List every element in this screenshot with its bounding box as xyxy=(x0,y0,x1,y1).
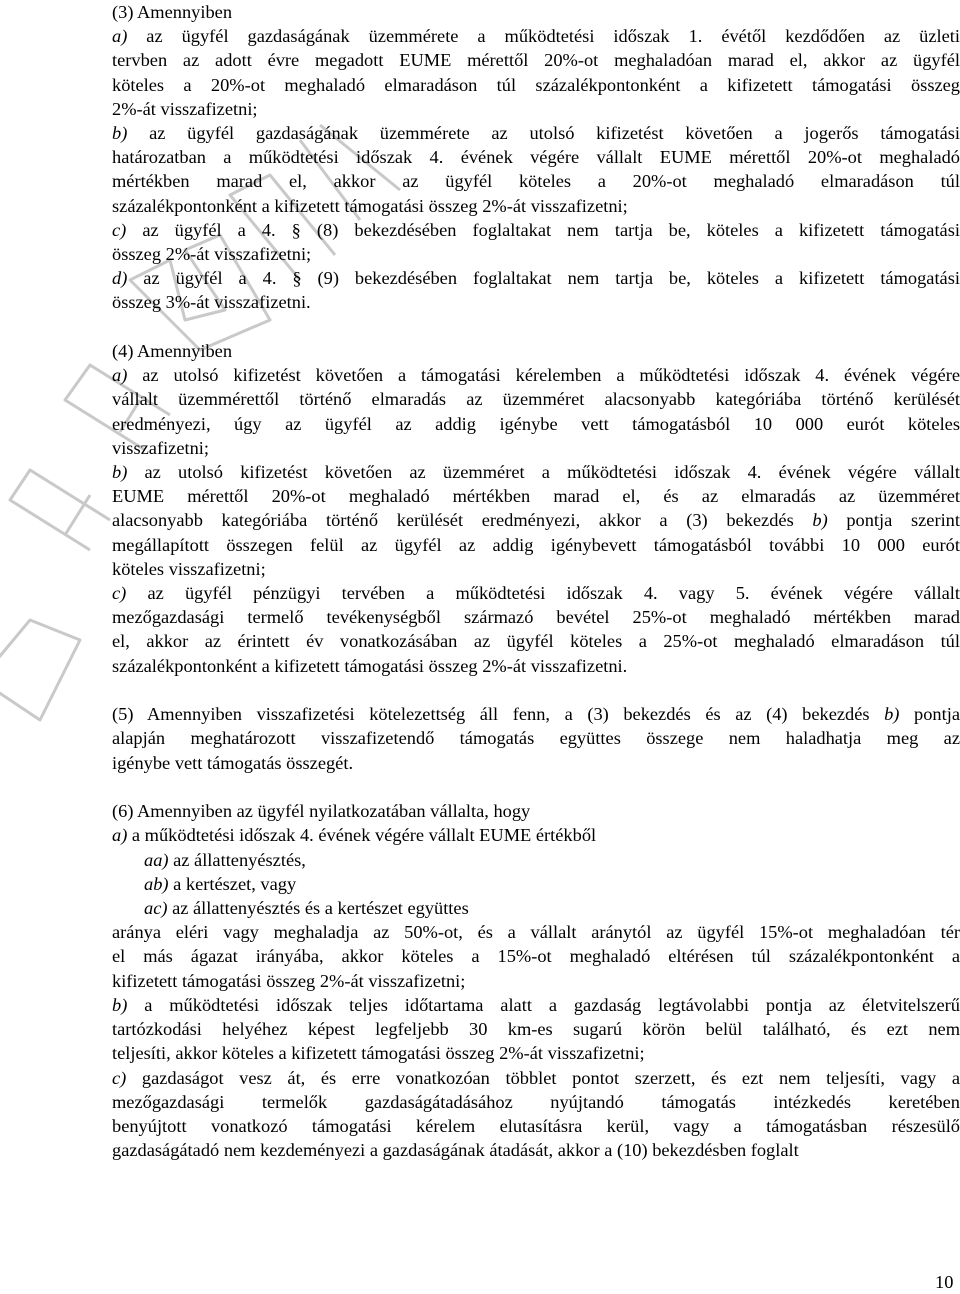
text-line: összeg 2%-át visszafizetni; xyxy=(112,244,312,265)
text-line: benyújtott vonatkozó támogatási kérelem elutasításra kerül, vagy a támogatásban részesülő xyxy=(112,1115,960,1136)
watermark-stroke xyxy=(10,470,110,550)
section xyxy=(112,799,960,1162)
document-body xyxy=(112,0,960,1162)
text-line: c) az ügyfél pénzügyi tervében a működtetési időszak 4. vagy 5. évének végére vállalt xyxy=(112,583,960,604)
paragraph xyxy=(112,1066,960,1163)
paragraph xyxy=(112,581,960,678)
section xyxy=(112,0,960,315)
paragraph xyxy=(112,920,960,993)
section xyxy=(112,702,960,775)
text-line: százalékpontonként a kifizetett támogatási összeg 2%-át visszafizetni; xyxy=(112,195,628,216)
text-line: köteles visszafizetni; xyxy=(112,558,266,579)
text-line: b) az ügyfél gazdaságának üzemmérete az utolsó kifizetést követően a jogerős támogatási xyxy=(112,123,960,144)
section-gap xyxy=(112,678,960,702)
section xyxy=(112,339,960,678)
text-line: kifizetett támogatási összeg 2%-át visszafizetni; xyxy=(112,970,466,991)
text-line: c) gazdaságot vesz át, és erre vonatkozóan többlet pontot szerzett, és ezt nem teljesíti, vagy a xyxy=(112,1067,960,1088)
text-line: összeg 3%-át visszafizetni. xyxy=(112,292,311,313)
paragraph xyxy=(112,702,960,775)
text-line: mezőgazdasági termelő tevékenységből származó bevétel 25%-ot meghaladó mértékben marad xyxy=(112,607,960,628)
text-line: mezőgazdasági termelők gazdaságátadásához nyújtandó támogatás intézkedés keretében xyxy=(112,1091,960,1112)
text-line: (4) Amennyiben xyxy=(112,341,233,362)
paragraph xyxy=(112,460,960,581)
text-line: (6) Amennyiben az ügyfél nyilatkozatában vállalta, hogy xyxy=(112,801,531,822)
text-line: d) az ügyfél a 4. § (9) bekezdésében foglaltakat nem tartja be, köteles a kifizetett támogatási xyxy=(112,268,960,289)
paragraph xyxy=(112,266,960,314)
text-line: aránya eléri vagy meghaladja az 50%-ot, és a vállalt aránytól az ügyfél 15%-ot meghaladóan tér xyxy=(112,922,960,943)
text-line: határozatban a működtetési időszak 4. évének végére vállalt EUME mérettől 20%-ot meghaladó xyxy=(112,147,960,168)
paragraph xyxy=(112,121,960,218)
text-line: EUME mérettől 20%-ot meghaladó mértékben marad el, és az elmaradás az üzemméret xyxy=(112,486,960,507)
paragraph xyxy=(112,799,960,823)
text-line: tervben az adott évre megadott EUME mérettől 20%-ot meghaladóan marad el, akkor az ügyfél xyxy=(112,50,960,71)
text-line: ac) az állattenyésztés és a kertészet együttes xyxy=(144,898,469,919)
text-line: vállalt üzemmérettől történő elmaradás az üzemméret alacsonyabb kategóriába történő kerülését xyxy=(112,389,960,410)
text-line: (3) Amennyiben xyxy=(112,2,233,22)
text-line: 2%-át visszafizetni; xyxy=(112,98,258,119)
text-line: aa) az állattenyésztés, xyxy=(144,849,306,870)
text-line: százalékpontonként a kifizetett támogatási összeg 2%-át visszafizetni. xyxy=(112,655,628,676)
text-line: tartózkodási helyéhez képest legfeljebb 30 km-es sugarú körön belül található, és ezt nem xyxy=(112,1019,960,1040)
text-line: el, akkor az érintett év vonatkozásában az ügyfél köteles a 25%-ot meghaladó elmaradáson túl xyxy=(112,631,960,652)
paragraph xyxy=(112,24,960,121)
paragraph xyxy=(112,993,960,1066)
text-line: ab) a kertészet, vagy xyxy=(144,873,297,894)
text-line: (5) Amennyiben visszafizetési kötelezettség áll fenn, a (3) bekezdés és az (4) bekezdés b) pontja xyxy=(112,704,960,725)
page-number: 10 xyxy=(935,1272,954,1292)
text-line: megállapított összegen felül az ügyfél az addig igénybevett támogatásból további 10 000 eurót xyxy=(112,534,960,555)
text-line: el más ágazat irányába, akkor köteles a 15%-ot meghaladó eltérésen túl százalékpontonként a xyxy=(112,946,960,967)
text-line: teljesíti, akkor köteles a kifizetett támogatási összeg 2%-át visszafizetni; xyxy=(112,1043,645,1064)
text-line: alapján meghatározott visszafizetendő támogatás együttes összege nem haladhatja meg az xyxy=(112,728,960,749)
text-line: b) a működtetési időszak teljes időtartama alatt a gazdaság legtávolabbi pontja az életvitelszerű xyxy=(112,994,960,1015)
paragraph xyxy=(112,896,960,920)
text-line: gazdaságátadó nem kezdeményezi a gazdaságának átadását, akkor a (10) bekezdésben foglalt xyxy=(112,1140,799,1161)
paragraph xyxy=(112,363,960,460)
text-line: alacsonyabb kategóriába történő kerülését eredményezi, akkor a (3) bekezdés b) pontja szerint xyxy=(112,510,960,531)
paragraph xyxy=(112,339,960,363)
paragraph xyxy=(112,872,960,896)
paragraph xyxy=(112,0,960,24)
text-line: igénybe vett támogatás összegét. xyxy=(112,752,354,773)
paragraph xyxy=(112,848,960,872)
watermark-stroke xyxy=(0,620,80,720)
text-line: a) az utolsó kifizetést követően a támogatási kérelemben a működtetési időszak 4. évének végére xyxy=(112,365,960,386)
text-line: visszafizetni; xyxy=(112,437,210,458)
text-line: a) az ügyfél gazdaságának üzemmérete a működtetési időszak 1. évétől kezdődően az üzleti xyxy=(112,26,960,47)
text-line: c) az ügyfél a 4. § (8) bekezdésében foglaltakat nem tartja be, köteles a kifizetett támogatási xyxy=(112,219,960,240)
text-line: eredményezi, úgy az ügyfél az addig igénybe vett támogatásból 10 000 eurót köteles xyxy=(112,413,960,434)
text-line: a) a működtetési időszak 4. évének végére vállalt EUME értékből xyxy=(112,825,597,846)
paragraph xyxy=(112,823,960,847)
section-gap xyxy=(112,315,960,339)
section-gap xyxy=(112,775,960,799)
text-line: b) az utolsó kifizetést követően az üzemméret a működtetési időszak 4. évének végére vállalt xyxy=(112,462,960,483)
paragraph xyxy=(112,218,960,266)
text-line: köteles a 20%-ot meghaladó elmaradáson túl százalékpontonként a kifizetett támogatási összeg xyxy=(112,74,960,95)
text-line: mértékben marad el, akkor az ügyfél köteles a 20%-ot meghaladó elmaradáson túl xyxy=(112,171,960,192)
